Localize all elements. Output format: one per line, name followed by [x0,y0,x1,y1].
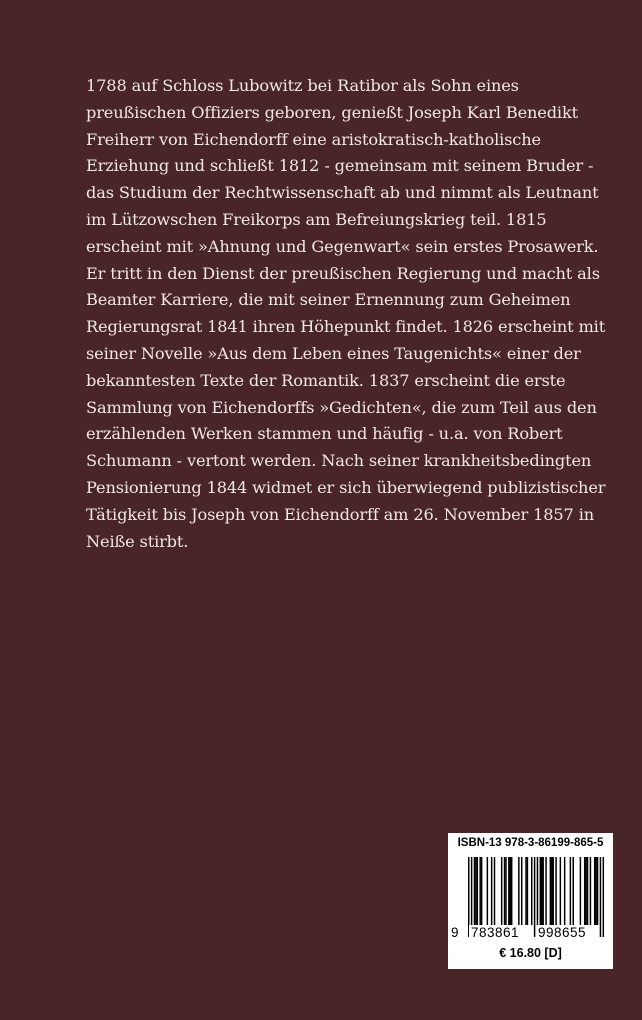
barcode-bar [525,857,526,925]
barcode-bar [479,857,480,925]
barcode-digits [448,925,613,943]
barcode-bar [545,857,546,925]
blurb-line: Sammlung von Eichendorffs »Gedichten«, die zum Teil aus den [86,397,597,417]
barcode-bar [504,857,505,925]
author-biography-text [86,73,616,555]
barcode-bar [585,857,586,925]
blurb-line: Regierungsrat 1841 ihren Höhepunkt findet. 1826 erscheint mit [86,317,606,337]
barcode-bar [481,857,482,925]
barcode-bar [494,857,495,925]
barcode-bar [597,857,598,925]
barcode-bar [560,857,561,925]
barcode-bar [501,857,502,925]
barcode-bar [541,857,542,925]
blurb-line: seiner Novelle »Aus dem Leben eines Taugenichts« einer der [86,343,581,363]
blurb-line: erscheint mit »Ahnung und Gegenwart« sein erstes Prosawerk. [86,236,599,256]
barcode-bar [531,857,532,925]
barcode-bar [573,857,574,925]
blurb-line: Neiße stirbt. [86,531,189,551]
barcode-digit-lead: 9 [451,925,459,940]
barcode-bar [564,857,565,925]
barcode-bar [587,857,588,925]
barcode-bar [584,857,585,925]
barcode-bar [475,857,476,925]
blurb-line: 1788 auf Schloss Lubowitz bei Ratibor als Sohn eines [86,76,519,95]
barcode-bar [510,857,511,925]
blurb-line: im Lützowschen Freikorps am Befreiungskrieg teil. 1815 [86,209,547,229]
blurb-line: preußischen Offiziers geboren, genießt Joseph Karl Benedikt [86,102,578,122]
blurb-line: das Studium der Rechtwissenschaft ab und nimmt als Leutnant [86,183,599,203]
blurb-line: bekanntesten Texte der Romantik. 1837 erscheint die erste [86,370,566,390]
barcode-bar [552,857,553,925]
barcode-bar [550,857,551,925]
barcode-bar [511,857,512,925]
barcode-bar [542,857,543,925]
blurb-line: erzählenden Werken stammen und häufig - u.a. von Robert [86,424,563,444]
barcode-bar [487,857,488,925]
blurb-line: Pensionierung 1844 widmet er sich überwiegend publizistischer [86,477,606,497]
barcode-bar [518,857,519,925]
barcode-bar [491,857,492,925]
barcode-bar [580,857,581,925]
barcode-bar [474,857,475,925]
barcode-bar [477,857,478,925]
blurb-line: Freiherr von Eichendorff eine aristokratisch-katholische [86,129,541,149]
isbn-barcode-box [448,833,613,969]
barcode-bar [527,857,528,925]
price-label: € 16.80 [D] [499,946,562,960]
isbn-label: ISBN-13 978-3-86199-865-5 [457,837,604,849]
barcode-digit-group: 783861 [471,925,520,940]
barcode-digit-group: 998655 [538,925,587,940]
barcode-bar [505,857,506,925]
blurb-line: Schumann - vertont werden. Nach seiner krankheitsbedingten [86,451,592,471]
barcode-bar [521,857,522,925]
blurb-line: Tätigkeit bis Joseph von Eichendorff am 26. November 1857 in [86,504,595,524]
barcode-bar [570,857,571,925]
barcode-bar [590,857,591,925]
barcode-bar [508,857,509,925]
barcode-bar [555,857,556,925]
blurb-line: Er tritt in den Dienst der preußischen Regierung und macht als [86,263,600,283]
blurb-line: Beamter Karriere, die mit seiner Ernennung zum Geheimen [86,290,571,310]
barcode-bar [551,857,552,925]
blurb-line: Erziehung und schließt 1812 - gemeinsam mit seinem Bruder - [86,156,594,176]
barcode-bar [595,857,596,925]
barcode-bar [594,857,595,925]
barcode-bar [540,857,541,925]
